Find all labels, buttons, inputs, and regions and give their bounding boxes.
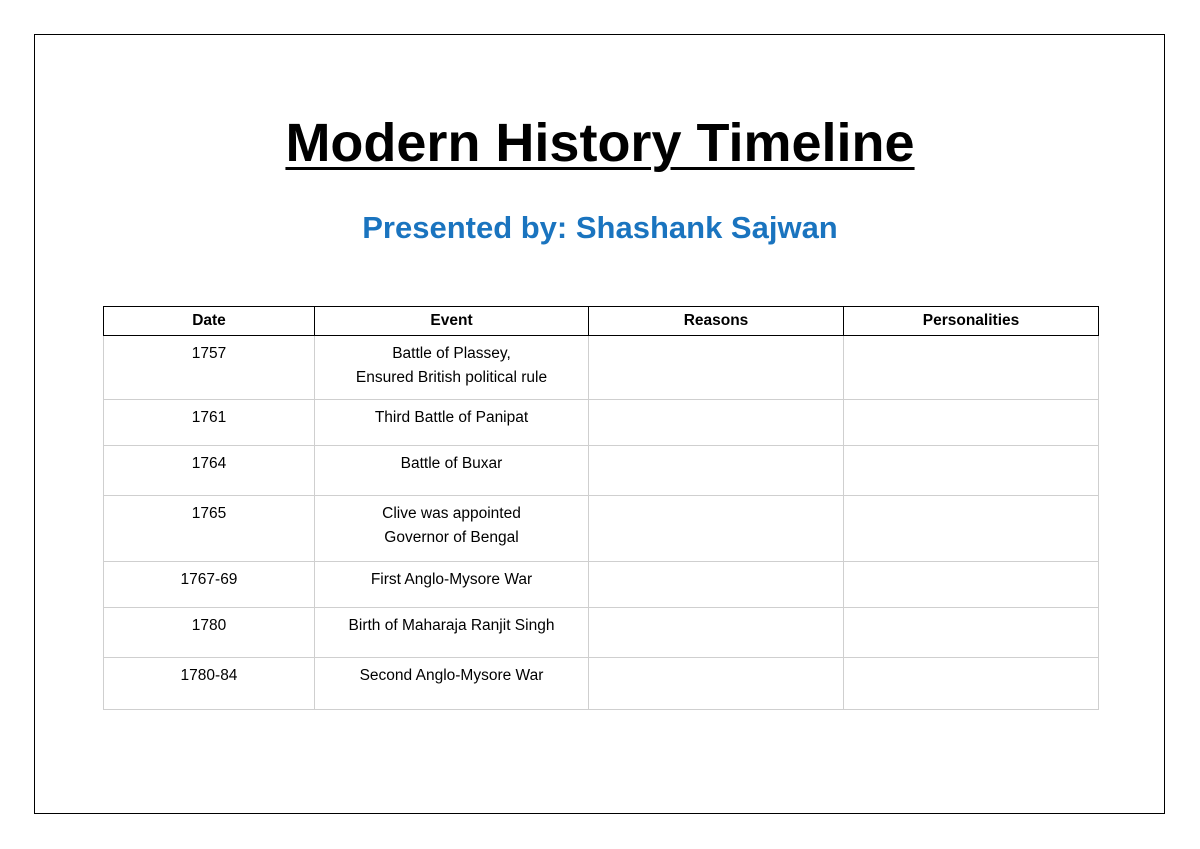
date-cell: 1780-84 — [104, 658, 315, 710]
event-cell — [315, 562, 589, 608]
event-line: Battle of Buxar — [400, 455, 503, 472]
event-line: Ensured British political rule — [355, 369, 548, 386]
column-header-personalities: Personalities — [844, 307, 1099, 336]
event-line: First Anglo-Mysore War — [370, 571, 533, 588]
event-cell — [315, 336, 589, 400]
date-cell: 1767-69 — [104, 562, 315, 608]
page-title: Modern History Timeline — [285, 113, 915, 173]
personalities-cell — [844, 562, 1099, 608]
date-cell: 1764 — [104, 446, 315, 496]
personalities-cell — [844, 496, 1099, 562]
date-cell: 1757 — [104, 336, 315, 400]
event-cell — [315, 608, 589, 658]
date-cell: 1780 — [104, 608, 315, 658]
personalities-cell — [844, 658, 1099, 710]
reasons-cell — [589, 446, 844, 496]
page-title-container — [0, 112, 1200, 174]
personalities-cell — [844, 446, 1099, 496]
reasons-cell — [589, 400, 844, 446]
event-line: Clive was appointed — [382, 505, 521, 522]
table-row — [104, 608, 1099, 658]
reasons-cell — [589, 496, 844, 562]
reasons-cell — [589, 562, 844, 608]
event-line: Birth of Maharaja Ranjit Singh — [348, 617, 555, 634]
table-row — [104, 562, 1099, 608]
event-cell — [315, 496, 589, 562]
reasons-cell — [589, 608, 844, 658]
event-cell — [315, 400, 589, 446]
event-cell — [315, 658, 589, 710]
column-header-reasons: Reasons — [589, 307, 844, 336]
event-line: Governor of Bengal — [384, 529, 519, 546]
reasons-cell — [589, 658, 844, 710]
table-header-row — [104, 307, 1099, 336]
date-cell: 1761 — [104, 400, 315, 446]
column-header-date: Date — [104, 307, 315, 336]
event-line: Second Anglo-Mysore War — [359, 667, 544, 684]
event-cell — [315, 446, 589, 496]
personalities-cell — [844, 608, 1099, 658]
personalities-cell — [844, 336, 1099, 400]
presenter-subtitle: Presented by: Shashank Sajwan — [362, 210, 838, 245]
column-header-event: Event — [315, 307, 589, 336]
table-row — [104, 496, 1099, 562]
table-row — [104, 400, 1099, 446]
table-row — [104, 658, 1099, 710]
event-line: Third Battle of Panipat — [374, 409, 529, 426]
event-line: Battle of Plassey, — [392, 345, 511, 362]
date-cell: 1765 — [104, 496, 315, 562]
timeline-table — [103, 306, 1099, 710]
table-row — [104, 336, 1099, 400]
reasons-cell — [589, 336, 844, 400]
table-row — [104, 446, 1099, 496]
personalities-cell — [844, 400, 1099, 446]
